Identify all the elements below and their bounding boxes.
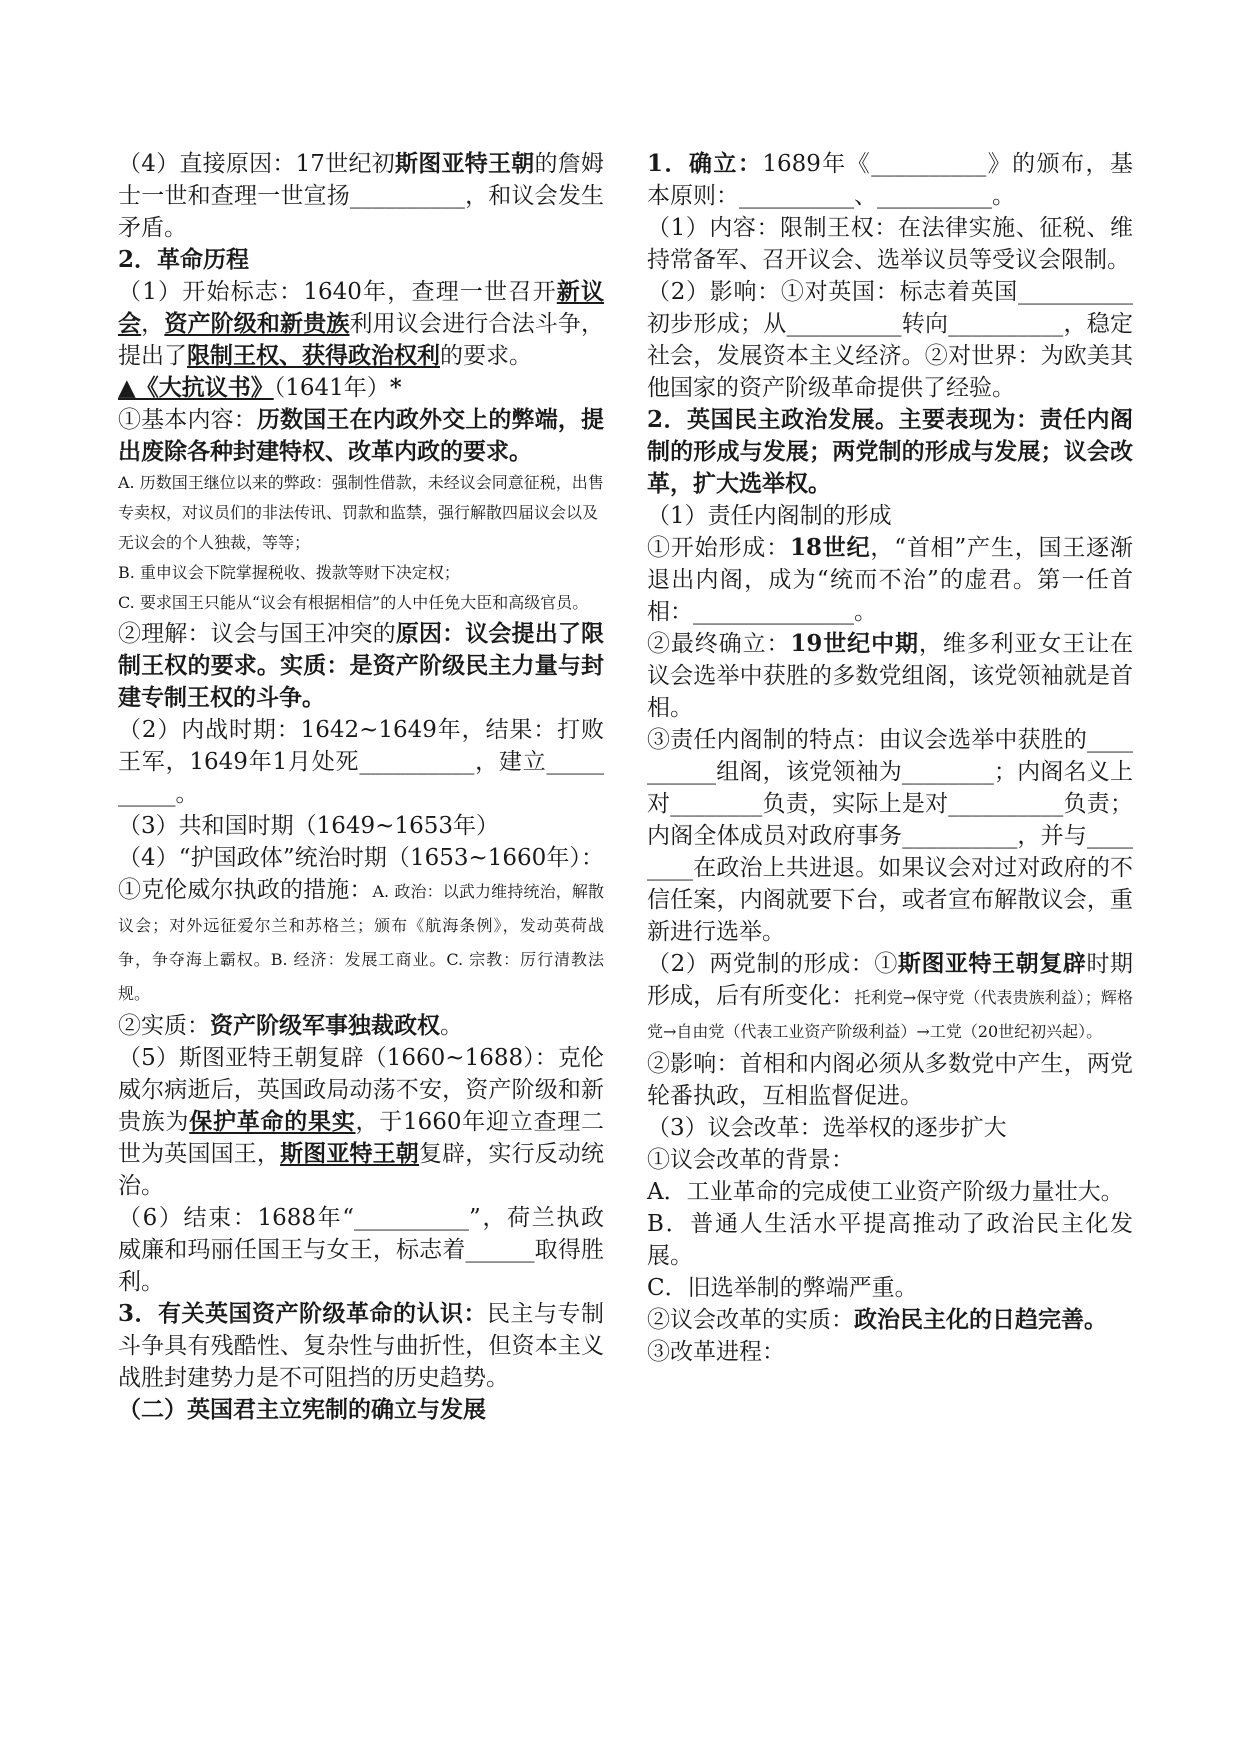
paragraph <box>118 558 604 588</box>
paragraph <box>118 1298 604 1394</box>
text-run: 政治民主化的日趋完善。 <box>854 1306 1107 1333</box>
text-run: ①开始形成： <box>647 535 790 561</box>
paragraph <box>118 1010 604 1042</box>
text-run: 民主与专制斗争具有残酷性、复杂性与曲折性，但资本主义战胜封建势力是不可阻挡的历史趋势。 <box>118 1301 604 1391</box>
text-run: 限制王权、获得政治权利 <box>187 342 440 369</box>
text-run: ②议会改革的实质： <box>647 1307 854 1333</box>
text-run: 复辟，实行反动统治。 <box>118 1141 605 1199</box>
text-run: A．工业革命的完成使工业资产阶级力量壮大。 <box>647 1179 1124 1205</box>
text-run: （4）“护国政体”统治时期（1653~1660年）：①克伦威尔执政的措施： <box>118 845 604 903</box>
text-run: 3．有关英国资产阶级革命的认识： <box>118 1300 487 1327</box>
text-run: ①基本内容： <box>118 407 257 433</box>
text-run: A. 政治：以武力维持统治，解散议会；对外远征爱尔兰和苏格兰；颁布《航海条例》，发动英荷战争，争夺海上霸权。B. 经济：发展工商业。C. 宗教：厉行清教法规。 <box>118 882 604 1003</box>
text-run: 的詹姆士一世和查理一世宣扬__________，和议会发生矛盾。 <box>118 151 605 241</box>
paragraph <box>118 1202 604 1298</box>
paragraph <box>118 244 604 276</box>
paragraph <box>118 148 604 244</box>
text-run: 19世纪中期 <box>790 630 919 657</box>
text-run: （2）两党制的形成：① <box>647 951 898 977</box>
text-run: 1689年《__________》的颁布，基本原则：__________、__________。 <box>647 151 1133 209</box>
text-run: （5）斯图亚特王朝复辟（1660~1688）：克伦威尔病逝后，英国政局动荡不安，资产阶级和新贵族为 <box>118 1045 604 1135</box>
text-run: ①议会改革的背景： <box>647 1147 854 1173</box>
text-run: 利用议会进行合法斗争，提出了 <box>118 311 605 369</box>
paragraph <box>647 1208 1133 1272</box>
paragraph <box>118 468 604 558</box>
text-run: A. 历数国王继位以来的弊政：强制性借款，未经议会同意征税，出售专卖权，对议员们的非法传讯、罚款和监禁，强行解散四届议会以及无议会的个人独裁，等等； <box>118 473 604 552</box>
paragraph <box>118 1042 604 1202</box>
text-run: ，于1660年迎立查理二世为英国国王， <box>118 1109 604 1167</box>
text-run: ▲《大抗议书》 <box>118 374 274 401</box>
text-run: 时期形成，后有所变化： <box>647 951 1134 1009</box>
text-run: B．普通人生活水平提高推动了政治民主化发展。 <box>647 1211 1133 1269</box>
paragraph <box>647 724 1133 948</box>
paragraph <box>118 588 604 618</box>
paragraph <box>118 404 604 468</box>
text-run: C．旧选举制的弊端严重。 <box>647 1275 918 1301</box>
paragraph <box>647 500 1133 532</box>
paragraph <box>647 1176 1133 1208</box>
paragraph <box>647 532 1133 628</box>
left-column <box>118 148 604 1426</box>
text-run: ②理解：议会与国王冲突的 <box>118 621 396 647</box>
text-run: 2．革命历程 <box>118 246 250 273</box>
paragraph <box>647 948 1133 1048</box>
text-run: 1．确立： <box>647 150 763 177</box>
paragraph <box>647 404 1133 500</box>
paragraph <box>647 148 1133 212</box>
paragraph <box>647 1336 1133 1368</box>
paragraph <box>647 1144 1133 1176</box>
text-run: C. 要求国王只能从“议会有根据相信”的人中任免大臣和高级官员。 <box>118 593 589 612</box>
paragraph <box>118 618 604 714</box>
text-run: 资产阶级和新贵族 <box>164 310 350 337</box>
paragraph <box>118 810 604 842</box>
text-run: ③责任内阁制的特点：由议会选举中获胜的__________组阁，该党领袖为________；内阁名义上对________负责，实际上是对__________负责；内阁全体成员对政府事务__________，并与________在政治上共进退。如果议会对过对政府的不信任案，内阁就要下台，或者宣布解散议会，重新进行选举。 <box>647 727 1133 945</box>
paragraph <box>118 842 604 1010</box>
paragraph <box>647 1048 1133 1112</box>
text-run: 历数国王在内政外交上的弊端，提出废除各种封建特权、改革内政的要求。 <box>118 406 605 465</box>
paragraph <box>647 1272 1133 1304</box>
text-run: 2．英国民主政治发展。主要表现为：责任内阁制的形成与发展；两党制的形成与发展；议会改革，扩大选举权。 <box>647 406 1133 497</box>
paragraph <box>647 628 1133 724</box>
text-run: 斯图亚特王朝 <box>280 1140 419 1167</box>
text-run: （4）直接原因：17世纪初 <box>118 151 395 177</box>
text-run: 托利党→保守党（代表贵族利益）；辉格党→自由党（代表工业资产阶级利益）→工党（20世纪初兴起）。 <box>647 988 1133 1041</box>
paragraph <box>118 714 604 810</box>
text-run: ，“首相”产生，国王逐渐退出内阁，成为“统而不治”的虚君。第一任首相：______________。 <box>647 535 1133 625</box>
text-run: ③改革进程： <box>647 1339 785 1365</box>
text-run: （1641年） <box>273 375 390 401</box>
text-run: （3）共和国时期（1649~1653年） <box>118 813 499 839</box>
text-run: ， <box>141 311 165 337</box>
text-run: 斯图亚特王朝复辟 <box>897 950 1087 977</box>
text-run: 的要求。 <box>440 343 532 369</box>
text-run: 保护革命的果实 <box>189 1108 356 1135</box>
text-run: 原因：议会提出了限制王权的要求。实质：是资产阶级民主力量与封建专制王权的斗争。 <box>118 620 605 711</box>
text-run: （1）内容：限制王权：在法律实施、征税、维持常备军、召开议会、选举议员等受议会限制。 <box>647 215 1133 273</box>
text-run: 新议会 <box>118 278 605 337</box>
text-run: ②影响：首相和内阁必须从多数党中产生，两党轮番执政，互相监督促进。 <box>647 1051 1133 1109</box>
paragraph <box>647 1112 1133 1144</box>
text-run: （2）内战时期：1642~1649年，结果：打败王军，1649年1月处死__________，建立__________。 <box>118 717 604 807</box>
text-run: * <box>389 374 402 401</box>
paragraph <box>118 1394 604 1426</box>
text-run: ②最终确立： <box>647 631 791 657</box>
text-run: B. 重申议会下院掌握税收、拨款等财下决定权； <box>118 563 460 582</box>
paragraph <box>647 276 1133 404</box>
text-run: （3）议会改革：选举权的逐步扩大 <box>647 1115 1007 1141</box>
paragraph <box>647 1304 1133 1336</box>
text-run: 18世纪 <box>789 534 871 561</box>
text-run: （二）英国君主立宪制的确立与发展 <box>118 1396 486 1423</box>
text-run: 斯图亚特王朝 <box>394 150 535 177</box>
paragraph <box>118 276 604 372</box>
text-run: （2）影响：①对英国：标志着英国__________初步形成；从__________转向__________，稳定社会，发展资本主义经济。②对世界：为欧美其他国家的资产阶级革命提供了经验。 <box>647 279 1133 401</box>
paragraph <box>647 212 1133 276</box>
right-column <box>647 148 1133 1368</box>
text-run: 。 <box>440 1013 463 1039</box>
text-run: ②实质： <box>118 1013 210 1039</box>
text-run: ，维多利亚女王让在议会选举中获胜的多数党组阁，该党领袖就是首相。 <box>647 631 1134 721</box>
text-run: （1）责任内阁制的形成 <box>647 503 892 529</box>
text-run: 资产阶级军事独裁政权 <box>210 1012 440 1039</box>
paragraph <box>118 372 604 404</box>
text-run: （1）开始标志：1640年，查理一世召开 <box>118 279 557 305</box>
text-run: （6）结束：1688年“__________”，荷兰执政威廉和玛丽任国王与女王，标志着______取得胜利。 <box>118 1205 604 1295</box>
